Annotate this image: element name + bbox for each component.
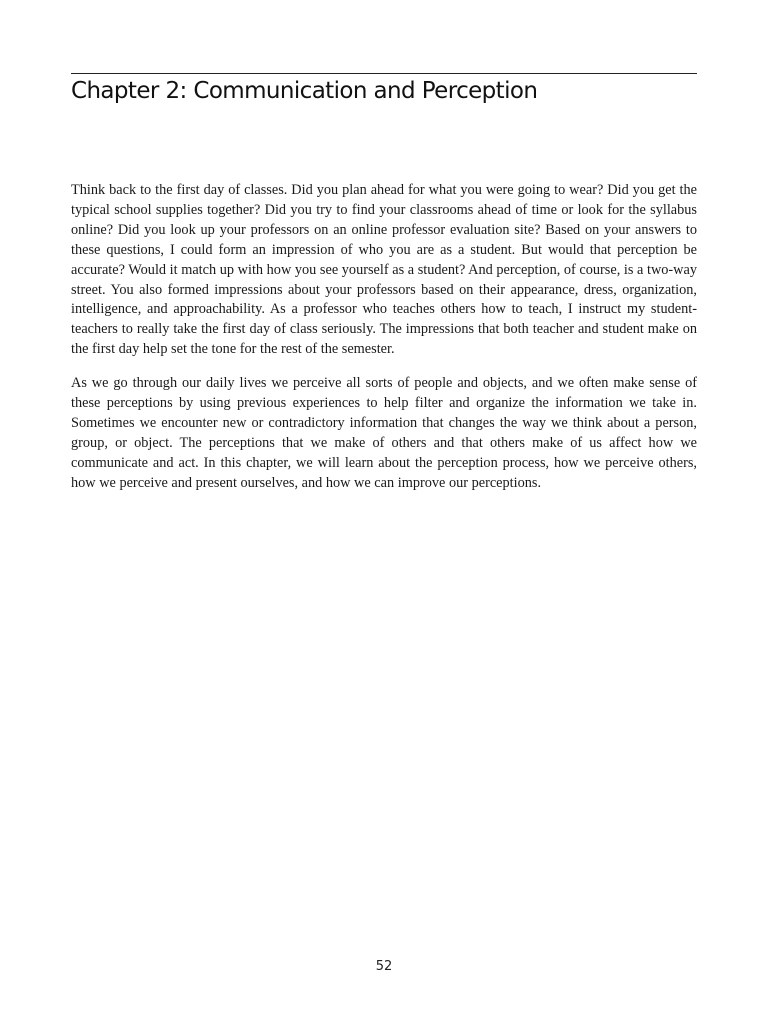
- chapter-body: [71, 181, 697, 508]
- page-number: 52: [375, 959, 393, 974]
- chapter-top-rule: [71, 73, 697, 74]
- chapter-title: Chapter 2: Communication and Perception: [71, 78, 538, 104]
- paragraph-1: Think back to the first day of classes. Did you plan ahead for what you were going to wear? Did you get the typical school supplies together? Did you try to find your classrooms ahead of time or look for the syllabus online? Did you look up your professors on an online professor evaluation site? Based on your answers to these questions, I could form an impression of who you are as a student. But would that perception be accurate? Would it match up with how you see yourself as a student? And perception, of course, is a two-way street. You also formed impressions about your professors based on their appearance, dress, organization, intelligence, and approachability. As a professor who teaches others how to teach, I instruct my student-teachers to really take the first day of class seriously. The impressions that both teacher and student make on the first day help set the tone for the rest of the semester.: [71, 182, 697, 358]
- paragraph-2: As we go through our daily lives we perceive all sorts of people and objects, and we often make sense of these perceptions by using previous experiences to help filter and organize the information we take in. Sometimes we encounter new or contradictory information that changes the way we think about a person, group, or object. The perceptions that we make of others and that others make of us affect how we communicate and act. In this chapter, we will learn about the perception process, how we perceive others, how we perceive and present ourselves, and how we can improve our perceptions.: [71, 375, 697, 491]
